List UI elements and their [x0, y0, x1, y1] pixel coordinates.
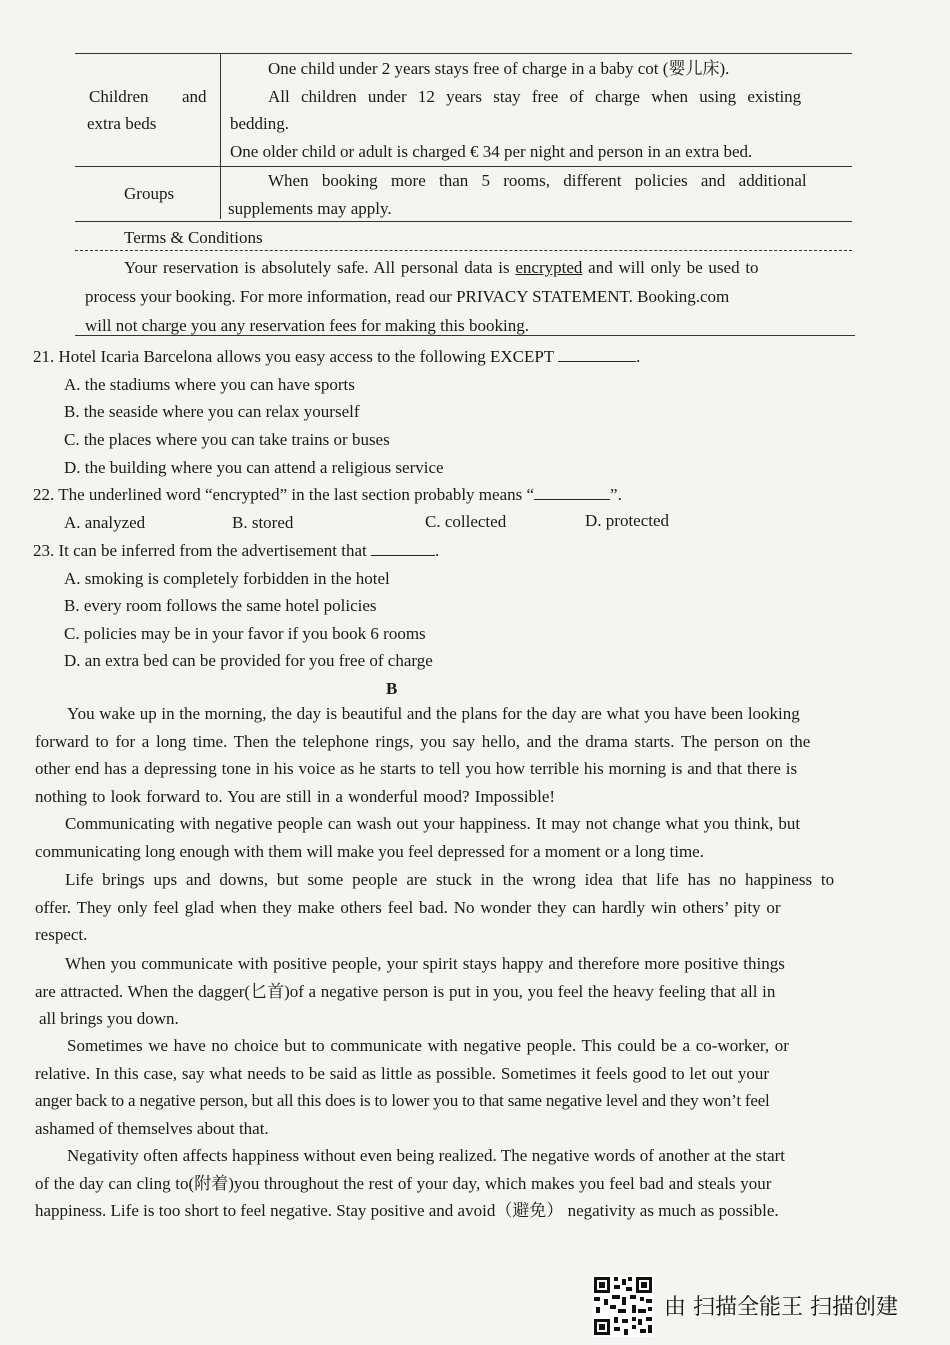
children-label-3: extra beds	[87, 114, 157, 133]
q23-option-a: A. smoking is completely forbidden in the hotel	[64, 569, 390, 588]
q22-blank	[534, 485, 610, 500]
groups-policy-2: supplements may apply.	[228, 199, 392, 218]
q22-option-c: C. collected	[425, 512, 507, 531]
scanner-watermark: 由 扫描全能王 扫描创建	[664, 1295, 898, 1320]
q21-period: .	[636, 347, 641, 366]
children-policy-3: One older child or adult is charged € 34 per night and person in an extra bed.	[230, 142, 753, 161]
passage-line: Negativity often affects happiness without even being realized. The negative words of another at the start	[67, 1146, 786, 1165]
q21-option-b: B. the seaside where you can relax yourself	[64, 402, 360, 421]
q23-stem	[33, 541, 439, 561]
passage-line: happiness. Life is too short to feel negative. Stay positive and avoid（避免） negativity as much as possible.	[35, 1201, 779, 1220]
passage-line: anger back to a negative person, but all this does is to lower you to that same negative level and they won’t feel	[35, 1091, 770, 1110]
groups-label: Groups	[124, 184, 175, 203]
encrypted-word: encrypted	[515, 258, 583, 277]
children-policy-2b: bedding.	[230, 114, 290, 133]
passage-line: Life brings ups and downs, but some people are stuck in the wrong idea that life has no happiness to	[65, 870, 835, 889]
passage-line: other end has a depressing tone in his voice as he starts to tell you how terrible his morning is and that there is	[35, 759, 798, 778]
table-row-divider-groups	[75, 166, 852, 167]
passage-line: all brings you down.	[39, 1009, 179, 1028]
terms-heading-rule	[75, 250, 852, 251]
terms-bottom-rule	[75, 335, 855, 336]
q23-option-c: C. policies may be in your favor if you book 6 rooms	[64, 624, 426, 643]
passage-line: nothing to look forward to. You are still in a wonderful mood? Impossible!	[35, 786, 556, 806]
passage-line: relative. In this case, say what needs to be said as little as possible. Sometimes it feels good to let out your	[35, 1063, 770, 1083]
q22-option-a: A. analyzed	[64, 513, 146, 532]
passage-line: You wake up in the morning, the day is beautiful and the plans for the day are what you have been looking	[67, 704, 800, 723]
passage-paragraph-5	[35, 1032, 905, 1142]
passage-line: Sometimes we have no choice but to communicate with negative people. This could be a co-worker, or	[67, 1036, 789, 1055]
terms-line-1-pre: Your reservation is absolutely safe. All personal data is	[124, 258, 516, 277]
q22-stem-end: ”.	[610, 485, 622, 504]
terms-line-2: process your booking. For more information, read our PRIVACY STATEMENT. Booking.com	[85, 287, 730, 306]
q21-blank	[558, 347, 636, 362]
q23-option-d: D. an extra bed can be provided for you free of charge	[64, 651, 433, 670]
passage-line: communicating long enough with them will make you feel depressed for a moment or a long time.	[35, 841, 704, 861]
q23-option-b: B. every room follows the same hotel policies	[64, 596, 377, 615]
q21-option-c: C. the places where you can take trains or buses	[64, 430, 390, 449]
children-policy-1: One child under 2 years stays free of charge in a baby cot (婴儿床).	[268, 59, 730, 78]
q23-blank	[371, 541, 435, 556]
section-b-heading: B	[386, 679, 398, 698]
passage-line: forward to for a long time. Then the telephone rings, you say hello, and the drama starts. The person on the	[35, 731, 811, 751]
q22-stem-text: 22. The underlined word “encrypted” in the last section probably means “	[33, 485, 535, 504]
q23-period: .	[434, 541, 440, 560]
passage-paragraph-2	[35, 810, 905, 865]
passage-paragraph-3	[35, 866, 905, 949]
passage-line: are attracted. When the dagger(匕首)of a negative person is put in you, you feel the heavy feeling that all in	[35, 981, 776, 1001]
children-policy-2a: All children under 12 years stay free of charge when using existing	[268, 87, 802, 106]
q22-stem	[33, 485, 622, 505]
terms-line-1-post: and will only be used to	[582, 258, 759, 277]
passage-line: respect.	[35, 925, 88, 944]
q23-stem-text: 23. It can be inferred from the advertisement that	[33, 541, 367, 560]
qr-code-icon	[592, 1275, 654, 1337]
q22-option-b: B. stored	[232, 513, 294, 532]
table-top-rule	[75, 53, 852, 54]
passage-paragraph-4	[35, 950, 905, 1033]
terms-line-1	[124, 258, 759, 278]
passage-paragraph-1	[35, 700, 905, 810]
passage-line: of the day can cling to(附着)you throughout the rest of your day, which makes you feel bad and steals your	[35, 1173, 772, 1193]
q21-option-d: D. the building where you can attend a religious service	[64, 458, 444, 477]
terms-heading: Terms & Conditions	[124, 228, 263, 247]
terms-line-3: will not charge you any reservation fees for making this booking.	[85, 316, 529, 335]
q21-stem-text: 21. Hotel Icaria Barcelona allows you easy access to the following EXCEPT	[33, 347, 554, 366]
table-bottom-rule	[75, 221, 852, 222]
passage-paragraph-6	[35, 1142, 905, 1225]
passage-line: Communicating with negative people can wash out your happiness. It may not change what you think, but	[65, 814, 801, 833]
q21-option-a: A. the stadiums where you can have sports	[64, 375, 355, 394]
passage-line: ashamed of themselves about that.	[35, 1118, 269, 1138]
groups-policy-1: When booking more than 5 rooms, different policies and additional	[268, 171, 807, 190]
passage-line: offer. They only feel glad when they make others feel bad. No wonder they can hardly win others’ pity or	[35, 897, 781, 917]
children-label-2: and	[182, 87, 207, 106]
passage-line: When you communicate with positive people, your spirit stays happy and therefore more positive things	[65, 954, 785, 973]
q22-option-d: D. protected	[585, 511, 670, 530]
q21-stem	[33, 347, 640, 367]
table-column-divider	[220, 53, 221, 219]
children-label-1: Children	[89, 87, 149, 106]
